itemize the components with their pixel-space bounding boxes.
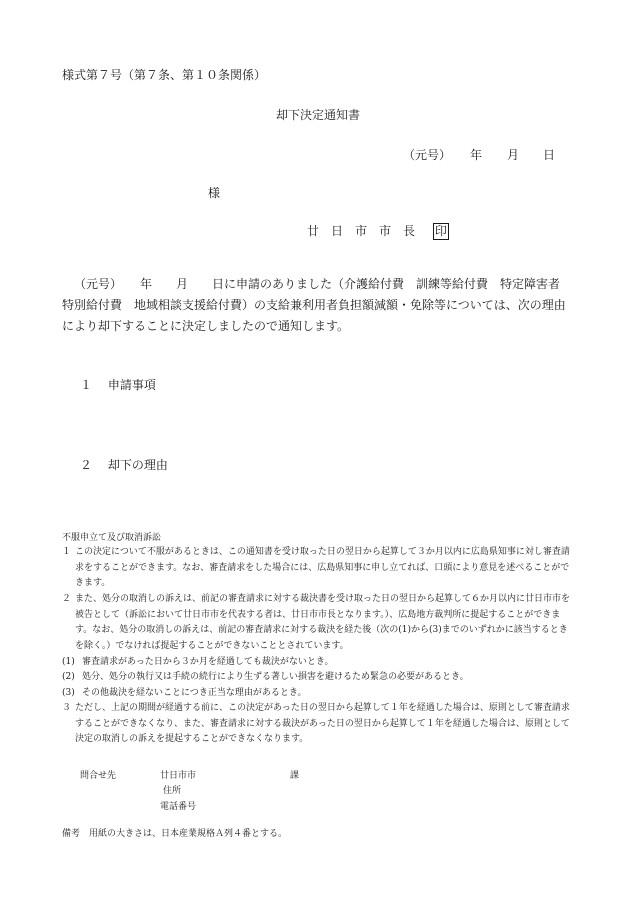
notice-item bbox=[62, 592, 570, 654]
notice-item-number: (3) bbox=[62, 688, 75, 698]
notice-item-text: この決定について不服があるときは、この通知書を受け取った日の翌日から起算して３か月以内に広島県知事に対し審査請求をすることができます。なお、審査請求をした場合には、広島県知事に申し立てれば、口頭により意見を述べることができます。 bbox=[75, 547, 570, 588]
form-number: 様式第７号（第７条、第１０条関係） bbox=[62, 68, 267, 82]
section-label: 却下の理由 bbox=[107, 458, 168, 472]
date-year: 年 bbox=[470, 148, 483, 162]
notice-item-number: １ bbox=[62, 547, 72, 557]
notice-item-text: 処分、処分の執行又は手続の続行により生ずる著しい損害を避けるため緊急の必要があるとき。 bbox=[82, 672, 469, 682]
section-number: １ bbox=[80, 378, 93, 392]
contact-phone-label: 電話番号 bbox=[160, 802, 197, 812]
contact-address-label: 住所 bbox=[163, 786, 182, 796]
contact-city: 廿日市市 bbox=[160, 771, 197, 781]
section-reason bbox=[80, 456, 168, 473]
date-era: （元号） bbox=[403, 148, 452, 162]
contact-label: 問合せ先 bbox=[80, 771, 117, 781]
notice-item-text: ただし、上記の期間が経過する前に、この決定があった日の翌日から起算して１年を経過した場合は、原則として審査請求することができなくなり、また、審査請求に対する裁決があった日の翌日から起算して１年を経過した場合は、原則として決定の取消しの訴えを提起することができなくなります。 bbox=[75, 703, 570, 744]
notice-item bbox=[62, 655, 570, 671]
notice-item-text: その他裁決を経ないことにつき正当な理由があるとき。 bbox=[82, 688, 307, 698]
notice-item-number: (1) bbox=[62, 657, 75, 667]
notice-heading: 不服申立て及び取消訴訟 bbox=[62, 533, 162, 543]
notice-item bbox=[62, 686, 570, 702]
date-day: 日 bbox=[543, 148, 556, 162]
date-month: 月 bbox=[507, 148, 520, 162]
notice-item-number: ３ bbox=[62, 703, 72, 713]
body-text: （元号） 年 月 日に申請のありました（介護給付費 訓練等給付費 特定障害者特別給付費 地域相談支援給付費）の支給兼利用者負担額減額・免除等については、次の理由により却下することに決定しましたので通知します。 bbox=[62, 277, 566, 333]
notice-item-text: また、処分の取消しの訴えは、前記の審査請求に対する裁決書を受け取った日の翌日から起算して６か月以内に廿日市市を被告として（訴訟において廿日市市を代表する者は、廿日市市長となります。）、広島地方裁判所に提起することができます。なお、処分の取消しの訴えは、前記の審査請求に対する裁決を経た後（次の(1)から(3)までのいずれかに該当するときを除く。）でなければ提起することができないこととされています。 bbox=[75, 594, 571, 651]
notice-item-text: 審査請求があった日から３か月を経過しても裁決がないとき。 bbox=[82, 657, 334, 667]
issuer bbox=[307, 222, 449, 240]
notice-item-number: (2) bbox=[62, 672, 75, 682]
notice-item-number: ２ bbox=[62, 594, 72, 604]
addressee-suffix: 様 bbox=[208, 186, 221, 200]
issuer-name: 廿 日 市 市 長 bbox=[307, 224, 416, 238]
contact-department-suffix: 課 bbox=[290, 771, 300, 781]
notice-item bbox=[62, 701, 570, 748]
seal-mark: 印 bbox=[434, 224, 447, 238]
document-title: 却下決定通知書 bbox=[276, 108, 361, 122]
section-application bbox=[80, 376, 156, 393]
notice-item bbox=[62, 545, 570, 592]
notice-item bbox=[62, 670, 570, 686]
section-label: 申請事項 bbox=[107, 378, 156, 392]
section-number: ２ bbox=[80, 458, 93, 472]
remarks: 備考 用紙の大きさは、日本産業規格Ａ列４番とする。 bbox=[62, 829, 288, 839]
